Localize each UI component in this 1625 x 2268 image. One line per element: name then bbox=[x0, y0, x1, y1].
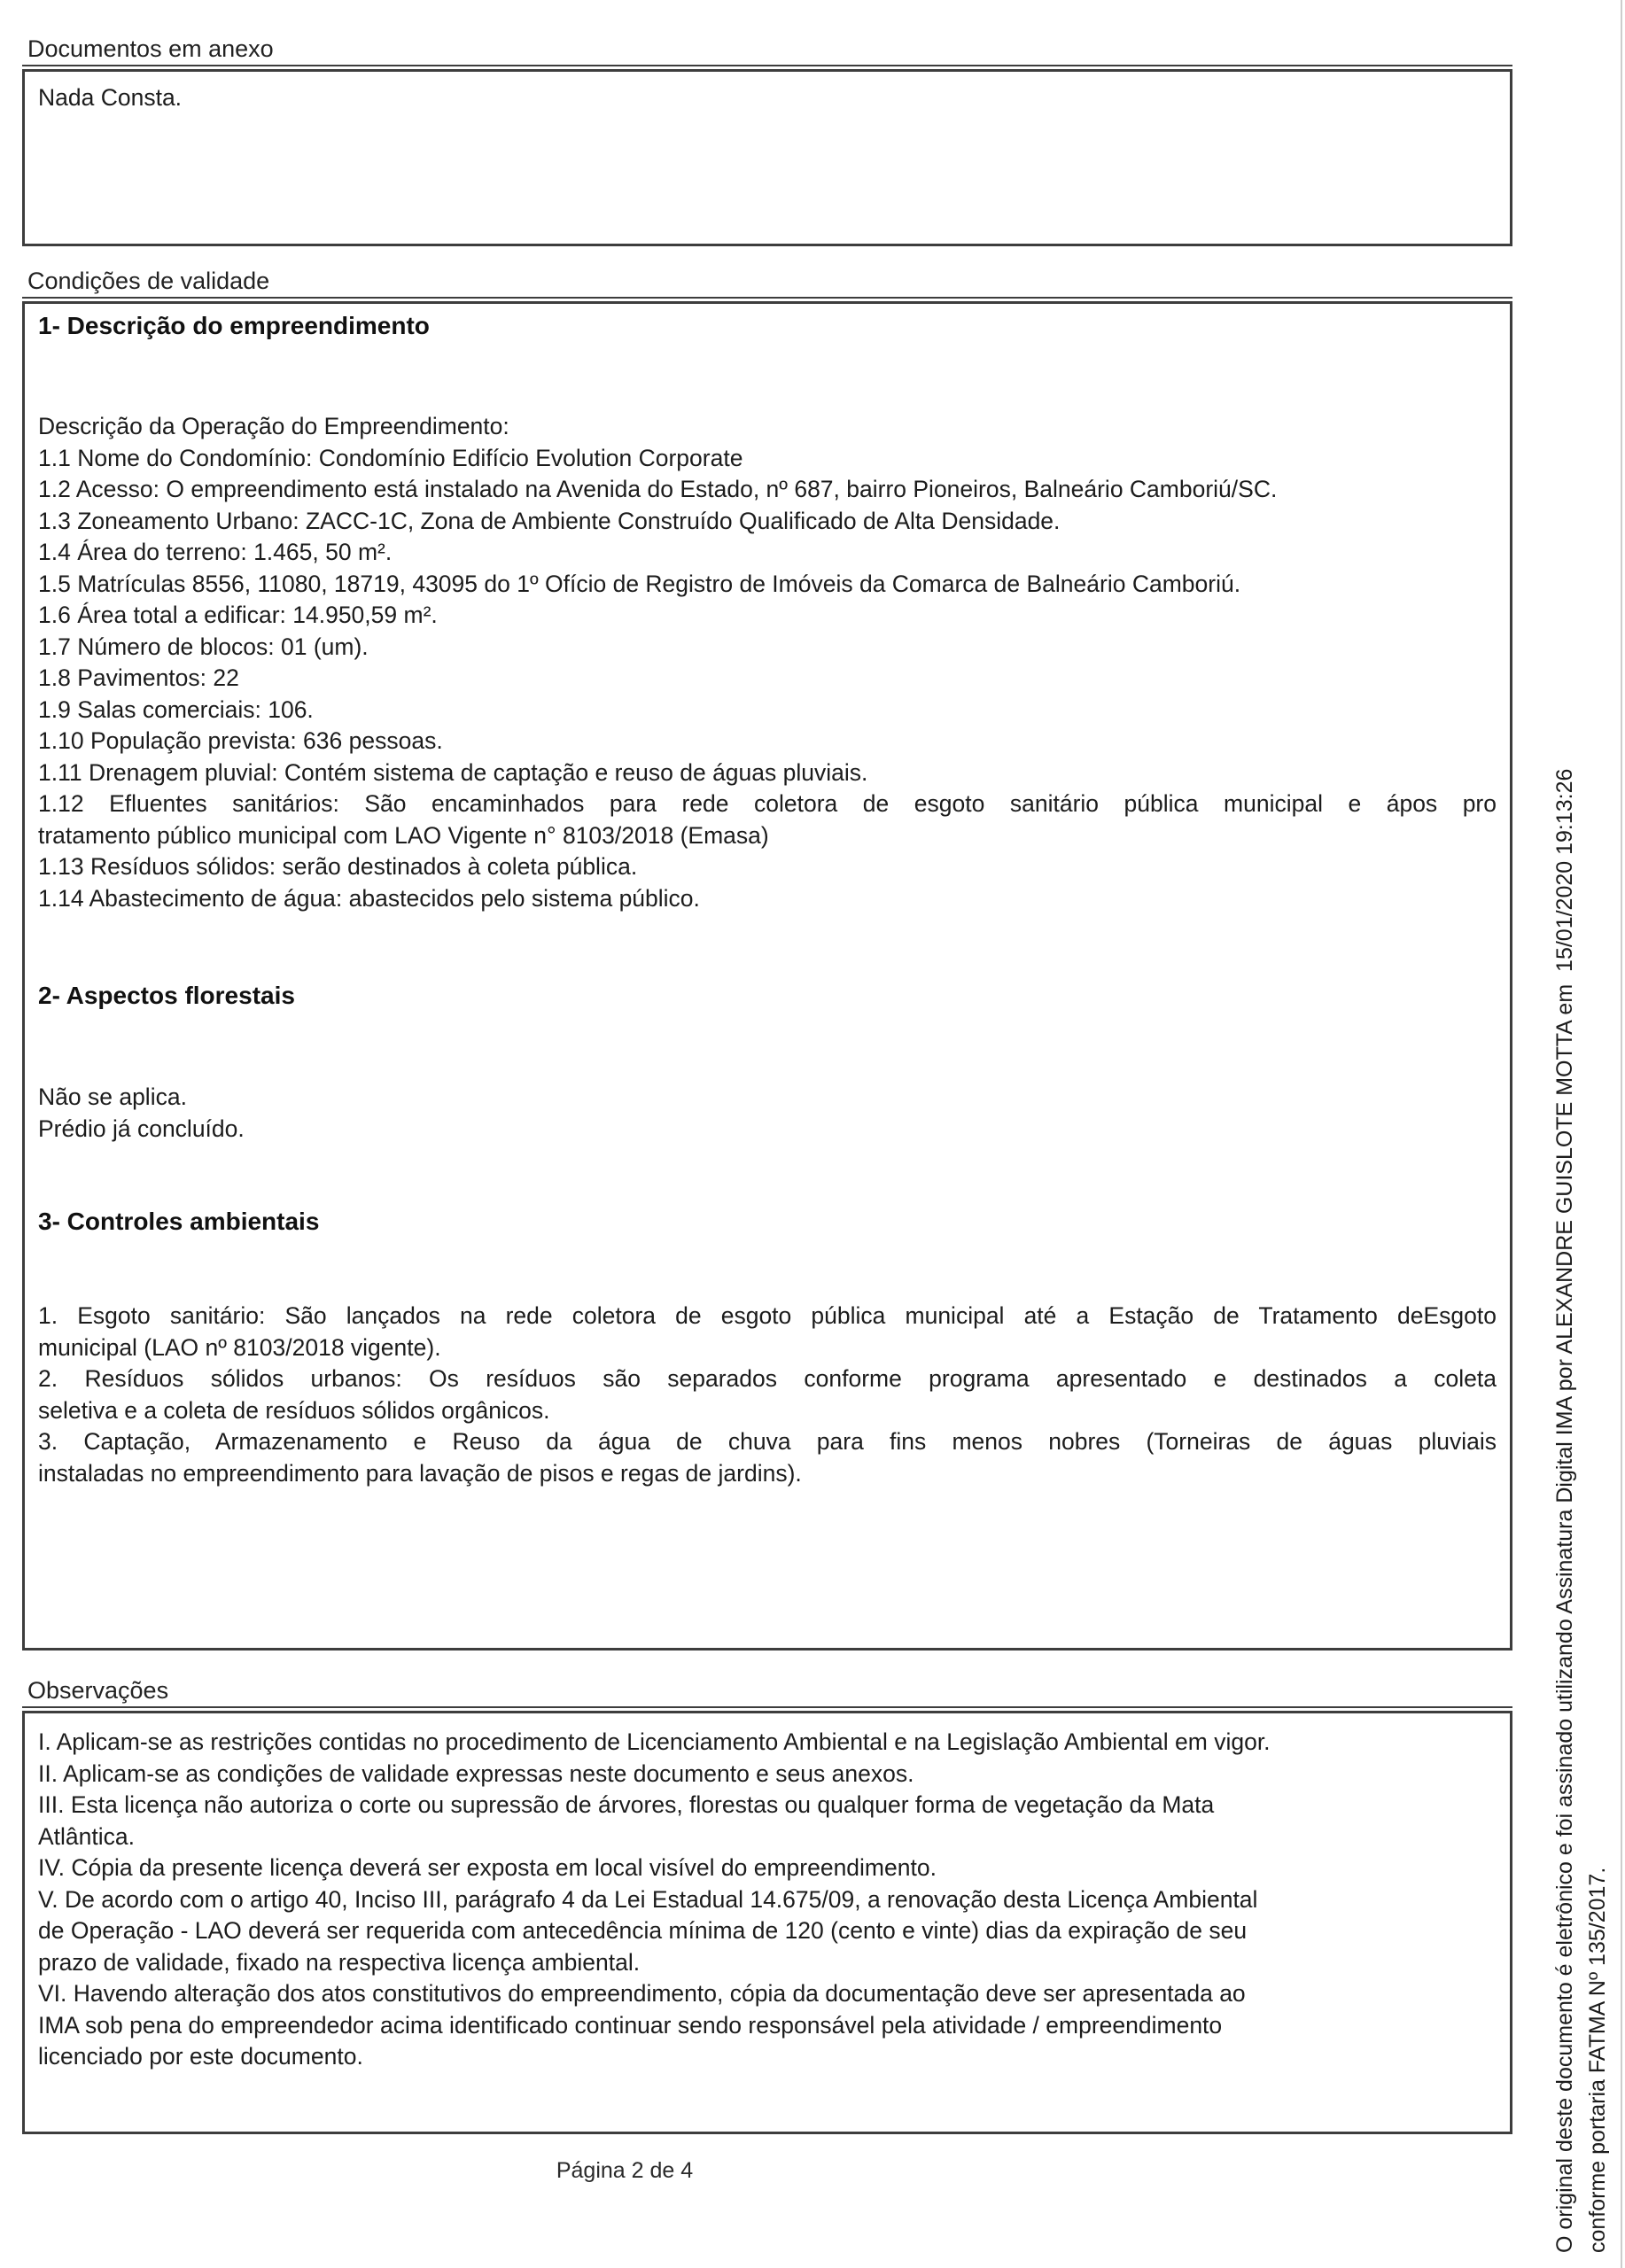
observacao-line: IMA sob pena do empreendedor acima identificado continuar sendo responsável pela atividade / empreendimento bbox=[38, 2011, 1223, 2039]
section-gap bbox=[38, 914, 1497, 983]
observacao-line: Atlântica. bbox=[38, 1822, 136, 1850]
scan-edge-line bbox=[1621, 0, 1622, 2268]
descricao-line: 1.5 Matrículas 8556, 11080, 18719, 43095 do 1º Ofício de Registro de Imóveis da Comarca de Balneário Camboriú. bbox=[38, 570, 1241, 597]
observacao-line: prazo de validade, fixado na respectiva licença ambiental. bbox=[38, 1948, 641, 1976]
condicoes-validade-box bbox=[22, 301, 1512, 1651]
descricao-line: 1.6 Área total a edificar: 14.950,59 m². bbox=[38, 602, 438, 628]
observacao-line: I. Aplicam-se as restrições contidas no procedimento de Licenciamento Ambiental e na Legislação Ambiental em vigor. bbox=[38, 1728, 1271, 1755]
condicoes-validade-label: Condições de validade bbox=[22, 268, 1512, 299]
descricao-line: 1.3 Zoneamento Urbano: ZACC-1C, Zona de Ambiente Construído Qualificado de Alta Densidade. bbox=[38, 507, 1061, 534]
section-gap bbox=[38, 1145, 1497, 1208]
observacao-line: III. Esta licença não autoriza o corte ou supressão de árvores, florestas ou qualquer forma de vegetação da Mata bbox=[38, 1791, 1215, 1818]
top-margin bbox=[22, 0, 1512, 35]
signature-line-2: conforme portaria FATMA Nº 135/2017. bbox=[1585, 1867, 1610, 2253]
observacao-line: IV. Cópia da presente licença deverá ser exposta em local visível do empreendimento. bbox=[38, 1854, 937, 1881]
descricao-line: 1.1 Nome do Condomínio: Condomínio Edifício Evolution Corporate bbox=[38, 444, 743, 471]
observacoes-box bbox=[22, 1711, 1512, 2134]
observacao-line: II. Aplicam-se as condições de validade expressas neste documento e seus anexos. bbox=[38, 1759, 914, 1787]
descricao-line: tratamento público municipal com LAO Vigente n° 8103/2018 (Emasa) bbox=[38, 821, 769, 849]
controles-line: 2. Resíduos sólidos urbanos: Os resíduos são separados conforme programa apresentado e destinados a coleta bbox=[38, 1365, 1497, 1392]
descricao-line: 1.11 Drenagem pluvial: Contém sistema de captação e reuso de águas pluviais. bbox=[38, 758, 868, 786]
documentos-anexo-label: Documentos em anexo bbox=[22, 35, 1512, 66]
observacao-line: VI. Havendo alteração dos atos constitutivos do empreendimento, cópia da documentação deve ser apresentada ao bbox=[38, 1980, 1246, 2007]
document-content-column bbox=[22, 0, 1512, 2134]
observacao-line: licenciado por este documento. bbox=[38, 2043, 363, 2070]
section-gap bbox=[38, 1009, 1497, 1082]
descricao-line: 1.7 Número de blocos: 01 (um). bbox=[38, 633, 369, 660]
signature-line-1: O original deste documento é eletrônico e foi assinado utilizando Assinatura Digital IMA por ALEXANDRE GUISLOTE MOTTA em 15/01/2020 19:13:26 bbox=[1552, 768, 1577, 2253]
descricao-line: 1.4 Área do terreno: 1.465, 50 m². bbox=[38, 539, 393, 565]
descricao-empreendimento-title: 1- Descrição do empreendimento bbox=[38, 312, 430, 339]
descricao-line: 1.14 Abastecimento de água: abastecidos pelo sistema público. bbox=[38, 884, 700, 912]
descricao-line: 1.13 Resíduos sólidos: serão destinados à coleta pública. bbox=[38, 853, 638, 880]
documentos-anexo-box bbox=[22, 69, 1512, 246]
controles-line: 3. Captação, Armazenamento e Reuso da água de chuva para fins menos nobres (Torneiras de águas pluviais bbox=[38, 1428, 1497, 1455]
observacao-line: V. De acordo com o artigo 40, Inciso III, parágrafo 4 da Lei Estadual 14.675/09, a renovação desta Licença Ambiental bbox=[38, 1885, 1258, 1913]
descricao-line: 1.9 Salas comerciais: 106. bbox=[38, 695, 314, 723]
florestais-line: Prédio já concluído. bbox=[38, 1115, 245, 1142]
descricao-line: 1.8 Pavimentos: 22 bbox=[38, 664, 239, 691]
controles-line: seletiva e a coleta de resíduos sólidos orgânicos. bbox=[38, 1396, 550, 1424]
controles-ambientais-title: 3- Controles ambientais bbox=[38, 1208, 320, 1235]
digital-signature-note bbox=[1549, 769, 1614, 2253]
observacao-line: de Operação - LAO deverá ser requerida com antecedência mínima de 120 (cento e vinte) dias da expiração de seu bbox=[38, 1917, 1248, 1944]
descricao-line: 1.12 Efluentes sanitários: São encaminhados para rede coletora de esgoto sanitário pública municipal e ápos pro bbox=[38, 790, 1497, 817]
aspectos-florestais-title: 2- Aspectos florestais bbox=[38, 982, 295, 1009]
section-gap bbox=[38, 339, 1497, 411]
controles-line: instaladas no empreendimento para lavação de pisos e regas de jardins). bbox=[38, 1459, 802, 1487]
controles-line: 1. Esgoto sanitário: São lançados na rede coletora de esgoto pública municipal até a Estação de Tratamento deEsgoto bbox=[38, 1302, 1497, 1329]
descricao-line: 1.10 População prevista: 636 pessoas. bbox=[38, 727, 443, 754]
descricao-line: Descrição da Operação do Empreendimento: bbox=[38, 413, 509, 439]
nada-consta-text: Nada Consta. bbox=[38, 84, 183, 111]
controles-line: municipal (LAO nº 8103/2018 vigente). bbox=[38, 1333, 441, 1361]
page-indicator: Página 2 de 4 bbox=[556, 2158, 694, 2183]
observacoes-label: Observações bbox=[22, 1677, 1512, 1708]
section-gap bbox=[38, 1235, 1497, 1301]
florestais-line: Não se aplica. bbox=[38, 1084, 187, 1110]
descricao-line: 1.2 Acesso: O empreendimento está instalado na Avenida do Estado, nº 687, bairro Pioneiros, Balneário Camboriú/SC. bbox=[38, 476, 1278, 502]
